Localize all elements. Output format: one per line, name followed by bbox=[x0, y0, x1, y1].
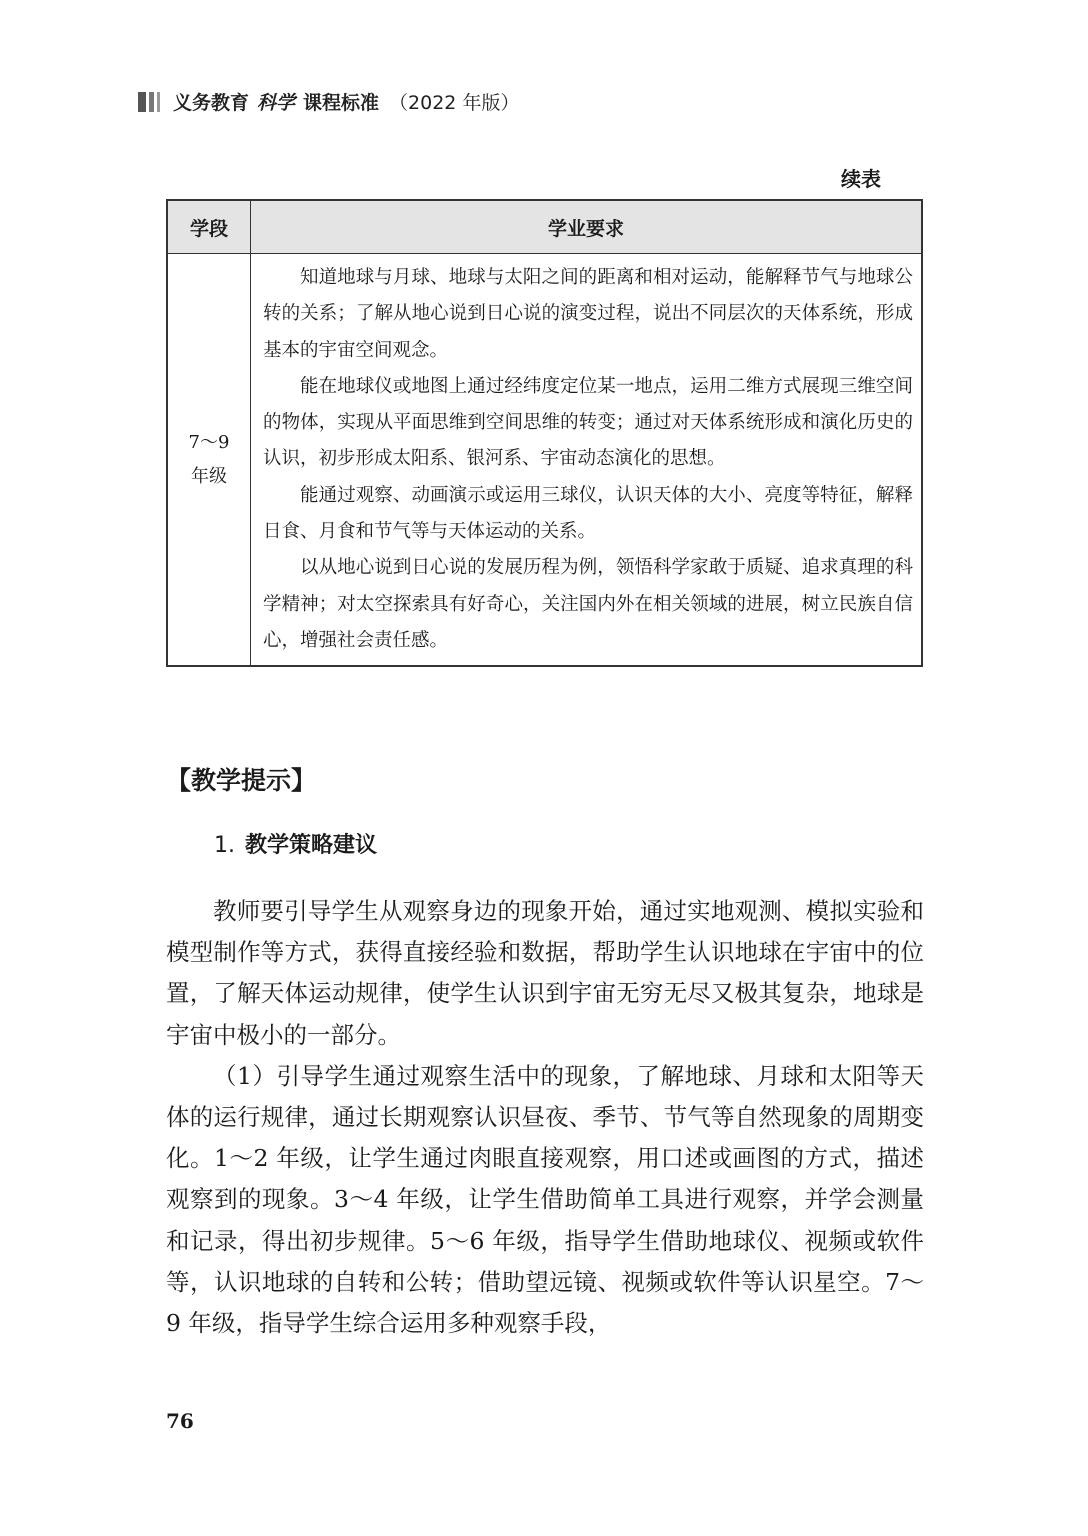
body-paragraph: （1）引导学生通过观察生活中的现象，了解地球、月球和太阳等天体的运行规律，通过长期观察认识昼夜、季节、节气等自然现象的周期变化。1～2 年级，让学生通过肉眼直接观察，用口述或画图的方式，描述观察到的现象。3～4 年级，让学生借助简单工具进行观察，并学会测量和记录，得出初步规律。5～6 年级，指导学生借助地球仪、视频或软件等，认识地球的自转和公转；借助望远镜、视频或软件等认识星空。7～9 年级，指导学生综合运用多种观察手段， bbox=[166, 1061, 924, 1338]
page-number: 76 bbox=[166, 1409, 194, 1433]
requirement-paragraph: 知道地球与月球、地球与太阳之间的距离和相对运动，能解释节气与地球公转的关系；了解从地心说到日心说的演变过程，说出不同层次的天体系统，形成基本的宇宙空间观念。 bbox=[263, 267, 913, 361]
column-header-stage: 学段 bbox=[167, 200, 251, 254]
column-header-requirements: 学业要求 bbox=[251, 200, 923, 254]
stage-cell bbox=[167, 254, 251, 667]
body-text bbox=[166, 891, 924, 1344]
stage-grade-range: 7～9 bbox=[188, 431, 230, 453]
table-header-row bbox=[167, 200, 922, 254]
section-heading: 【教学提示】 bbox=[166, 766, 317, 795]
requirement-paragraph: 能通过观察、动画演示或运用三球仪，认识天体的大小、亮度等特征，解释日食、月食和节气等与天体运动的关系。 bbox=[263, 484, 913, 543]
subsection-number: 1. bbox=[214, 833, 235, 858]
requirement-paragraph: 能在地球仪或地图上通过经纬度定位某一地点，运用二维方式展现三维空间的物体，实现从平面思维到空间思维的转变；通过对天体系统形成和演化历史的认识，初步形成太阳系、银河系、宇宙动态演化的思想。 bbox=[263, 375, 913, 470]
requirement-paragraph: 以从地心说到日心说的发展历程为例，领悟科学家敢于质疑、追求真理的科学精神；对太空探索具有好奇心，关注国内外在相关领域的进展，树立民族自信心，增强社会责任感。 bbox=[263, 557, 913, 651]
header-book-title: 义务教育 bbox=[173, 92, 250, 114]
stage-grade-label: 年级 bbox=[191, 465, 227, 487]
subsection-title: 教学策略建议 bbox=[245, 833, 378, 858]
requirements-cell bbox=[251, 254, 923, 667]
header-subject: 科学 bbox=[257, 92, 296, 114]
requirements-table bbox=[166, 199, 923, 667]
header-edition: （2022 年版） bbox=[389, 92, 520, 114]
header-standard: 课程标准 bbox=[303, 92, 380, 114]
table-row bbox=[167, 254, 922, 667]
body-paragraph: 教师要引导学生从观察身边的现象开始，通过实地观测、模拟实验和模型制作等方式，获得直接经验和数据，帮助学生认识地球在宇宙中的位置，了解天体运动规律，使学生认识到宇宙无穷无尽又极其复杂，地球是宇宙中极小的一部分。 bbox=[166, 897, 924, 1049]
header-bars-decoration bbox=[138, 92, 163, 112]
subsection-heading bbox=[214, 828, 377, 859]
table-continued-label: 续表 bbox=[841, 167, 881, 191]
running-header bbox=[138, 88, 519, 115]
